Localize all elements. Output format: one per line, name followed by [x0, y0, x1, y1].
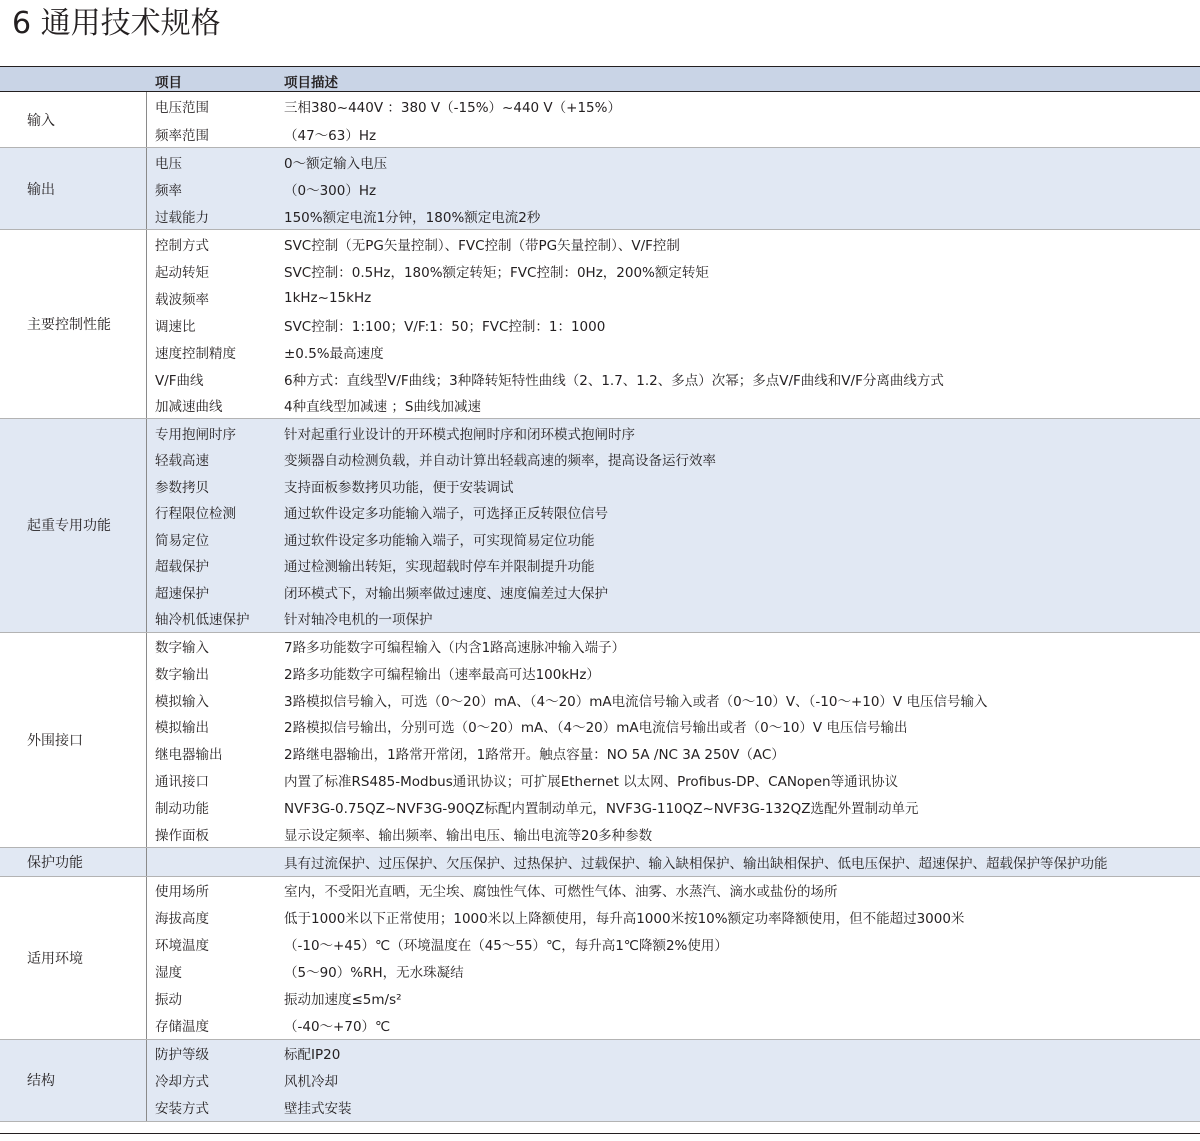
- item-name: 电压: [155, 155, 182, 172]
- item-name: 频率: [155, 182, 182, 199]
- spec-group: [0, 633, 1200, 848]
- item-description: （0～300）Hz: [284, 182, 377, 199]
- table-row: [147, 499, 1200, 526]
- item-description: （-10～+45）℃（环境温度在（45～55）℃，每升高1℃降额2%使用）: [284, 938, 728, 954]
- page-title: 6 通用技术规格: [12, 6, 221, 41]
- item-description: （-40～+70）℃: [284, 1019, 391, 1035]
- header-description: 项目描述: [284, 75, 338, 91]
- table-row: [147, 1040, 1200, 1067]
- table-row: [147, 446, 1200, 473]
- group-rows: [147, 419, 1200, 632]
- spec-group: [0, 92, 1200, 148]
- item-name: 使用场所: [155, 884, 209, 900]
- item-name: 继电器输出: [155, 746, 223, 763]
- item-name: 参数拷贝: [155, 479, 209, 496]
- item-name: 操作面板: [155, 827, 209, 844]
- table-row: [147, 687, 1200, 714]
- item-name: 环境温度: [155, 938, 209, 954]
- item-name: 控制方式: [155, 237, 209, 254]
- item-description: 2路模拟信号输出，分别可选（0～20）mA、（4～20）mA电流信号输出或者（0～10）V 电压信号输出: [284, 720, 908, 737]
- table-row: [147, 92, 1200, 120]
- item-description: 振动加速度≤5m/s²: [284, 992, 402, 1008]
- item-description: 显示设定频率、输出频率、输出电压、输出电流等20多种参数: [284, 827, 653, 844]
- category-label: 输出: [0, 148, 147, 229]
- item-description: 闭环模式下，对输出频率做过速度、速度偏差过大保护: [284, 585, 608, 602]
- item-description: 支持面板参数拷贝功能，便于安装调试: [284, 479, 514, 496]
- table-row: [147, 338, 1200, 365]
- item-name: 通讯接口: [155, 774, 209, 790]
- item-description: 3路模拟信号输入，可选（0～20）mA、（4～20）mA电流信号输入或者（0～10）V、（-10～+10）V 电压信号输入: [284, 693, 988, 710]
- table-row: [147, 766, 1200, 794]
- item-name: 振动: [155, 992, 182, 1008]
- item-description: 变频器自动检测负载，并自动计算出轻载高速的频率，提高设备运行效率: [284, 453, 716, 470]
- table-row: [147, 633, 1200, 660]
- table-row: [147, 958, 1200, 985]
- item-description: SVC控制：0.5Hz，180%额定转矩；FVC控制：0Hz，200%额定转矩: [284, 264, 709, 281]
- group-rows: [147, 148, 1200, 229]
- table-row: [147, 877, 1200, 904]
- item-name: 电压范围: [155, 100, 209, 116]
- item-name: 海拔高度: [155, 911, 209, 927]
- item-name: 模拟输入: [155, 693, 209, 710]
- item-name: V/F曲线: [155, 372, 204, 389]
- table-row: [147, 148, 1200, 175]
- table-row: [147, 848, 1200, 876]
- table-row: [147, 1012, 1200, 1039]
- item-name: 专用抱闸时序: [155, 426, 236, 443]
- category-label: 主要控制性能: [0, 230, 147, 418]
- item-description: 壁挂式安装: [284, 1101, 352, 1117]
- table-row: [147, 579, 1200, 606]
- table-row: [147, 175, 1200, 202]
- item-name: 轴冷机低速保护: [155, 612, 250, 629]
- header-item: 项目: [155, 75, 182, 91]
- item-name: 调速比: [155, 318, 196, 335]
- item-name: 安装方式: [155, 1101, 209, 1117]
- group-rows: [147, 877, 1200, 1039]
- item-description: NVF3G-0.75QZ~NVF3G-90QZ标配内置制动单元，NVF3G-110QZ~NVF3G-132QZ选配外置制动单元: [284, 801, 919, 818]
- item-description: 1kHz~15kHz: [284, 289, 372, 306]
- spec-group: [0, 877, 1200, 1040]
- table-row: [147, 931, 1200, 958]
- item-name: 超载保护: [155, 559, 209, 576]
- item-name: 起动转矩: [155, 264, 209, 281]
- item-description: 2路多功能数字可编程输出（速率最高可达100kHz）: [284, 667, 600, 683]
- item-name: 存储温度: [155, 1019, 209, 1035]
- table-row: [147, 552, 1200, 579]
- item-description: 室内，不受阳光直晒，无尘埃、腐蚀性气体、可燃性气体、油雾、水蒸汽、滴水或盐份的场所: [284, 884, 838, 900]
- group-rows: [147, 848, 1200, 876]
- table-row: [147, 1067, 1200, 1094]
- table-row: [147, 904, 1200, 931]
- spec-table: [0, 66, 1200, 1122]
- item-description: 具有过流保护、过压保护、欠压保护、过热保护、过载保护、输入缺相保护、输出缺相保护、低电压保护、超速保护、超载保护等保护功能: [284, 855, 1108, 872]
- item-name: 模拟输出: [155, 720, 209, 737]
- item-description: ±0.5%最高速度: [284, 345, 384, 362]
- spec-group: [0, 1040, 1200, 1122]
- item-description: 150%额定电流1分钟，180%额定电流2秒: [284, 209, 541, 226]
- table-row: [147, 473, 1200, 500]
- item-name: 频率范围: [155, 127, 209, 144]
- table-row: [147, 794, 1200, 821]
- spec-group: [0, 148, 1200, 230]
- spec-group: [0, 230, 1200, 419]
- category-label: 外围接口: [0, 633, 147, 847]
- item-description: 6种方式：直线型V/F曲线；3种降转矩特性曲线（2、1.7、1.2、多点）次幂；多点V/F曲线和V/F分离曲线方式: [284, 372, 944, 389]
- table-row: [147, 660, 1200, 687]
- table-row: [147, 821, 1200, 847]
- category-label: 结构: [0, 1040, 147, 1121]
- spec-group: [0, 848, 1200, 877]
- table-row: [147, 202, 1200, 229]
- item-name: 行程限位检测: [155, 506, 236, 523]
- item-description: SVC控制（无PG矢量控制）、FVC控制（带PG矢量控制）、V/F控制: [284, 237, 680, 254]
- item-description: 2路继电器输出，1路常开常闭，1路常开。触点容量：NO 5A /NC 3A 250V（AC）: [284, 746, 785, 763]
- bottom-rule: [0, 1133, 1200, 1134]
- item-name: 超速保护: [155, 585, 209, 602]
- category-label: 适用环境: [0, 877, 147, 1039]
- item-description: （47～63）Hz: [284, 127, 377, 144]
- item-description: 针对起重行业设计的开环模式抱闸时序和闭环模式抱闸时序: [284, 426, 635, 443]
- group-rows: [147, 92, 1200, 147]
- table-row: [147, 284, 1200, 311]
- item-description: 通过软件设定多功能输入端子，可实现简易定位功能: [284, 532, 595, 549]
- table-row: [147, 419, 1200, 446]
- item-description: 4种直线型加减速 ；S曲线加减速: [284, 399, 481, 415]
- item-name: 防护等级: [155, 1047, 209, 1063]
- table-row: [147, 526, 1200, 553]
- table-row: [147, 1094, 1200, 1121]
- table-row: [147, 605, 1200, 632]
- item-description: SVC控制：1:100；V/F:1：50；FVC控制：1：1000: [284, 318, 606, 335]
- item-description: 内置了标准RS485-Modbus通讯协议；可扩展Ethernet 以太网、Profibus-DP、CANopen等通讯协议: [284, 774, 899, 790]
- item-description: 通过检测输出转矩，实现超载时停车并限制提升功能: [284, 559, 595, 576]
- item-name: 加减速曲线: [155, 399, 223, 415]
- group-rows: [147, 1040, 1200, 1121]
- item-name: 轻载高速: [155, 453, 209, 470]
- item-name: 湿度: [155, 965, 182, 981]
- table-row: [147, 257, 1200, 284]
- item-description: 低于1000米以下正常使用；1000米以上降额使用，每升高1000米按10%额定功率降额使用，但不能超过3000米: [284, 911, 965, 927]
- table-row: [147, 392, 1200, 418]
- item-name: 数字输出: [155, 667, 209, 683]
- category-label: 起重专用功能: [0, 419, 147, 632]
- item-name: 过载能力: [155, 209, 209, 226]
- table-row: [147, 311, 1200, 338]
- group-rows: [147, 633, 1200, 847]
- group-rows: [147, 230, 1200, 418]
- item-description: 7路多功能数字可编程输入（内含1路高速脉冲输入端子）: [284, 640, 626, 656]
- item-name: 简易定位: [155, 532, 209, 549]
- item-name: 冷却方式: [155, 1074, 209, 1090]
- item-name: 速度控制精度: [155, 345, 236, 362]
- category-label: 保护功能: [0, 848, 147, 876]
- item-description: 风机冷却: [284, 1074, 338, 1090]
- item-description: 针对轴冷电机的一项保护: [284, 612, 433, 629]
- table-row: [147, 230, 1200, 257]
- item-description: 标配IP20: [284, 1047, 341, 1063]
- category-label: 输入: [0, 92, 147, 147]
- table-row: [147, 740, 1200, 767]
- table-row: [147, 985, 1200, 1012]
- item-description: 0～额定输入电压: [284, 155, 388, 172]
- item-name: 载波频率: [155, 291, 209, 308]
- item-name: 制动功能: [155, 801, 209, 818]
- table-row: [147, 365, 1200, 392]
- table-row: [147, 120, 1200, 147]
- spec-group: [0, 419, 1200, 633]
- item-description: （5～90）%RH，无水珠凝结: [284, 965, 464, 981]
- item-description: 通过软件设定多功能输入端子，可选择正反转限位信号: [284, 506, 608, 523]
- table-row: [147, 713, 1200, 740]
- item-description: 三相380~440V ：380 V（-15%）~440 V（+15%）: [284, 100, 621, 116]
- item-name: 数字输入: [155, 640, 209, 656]
- table-header: [0, 67, 1200, 92]
